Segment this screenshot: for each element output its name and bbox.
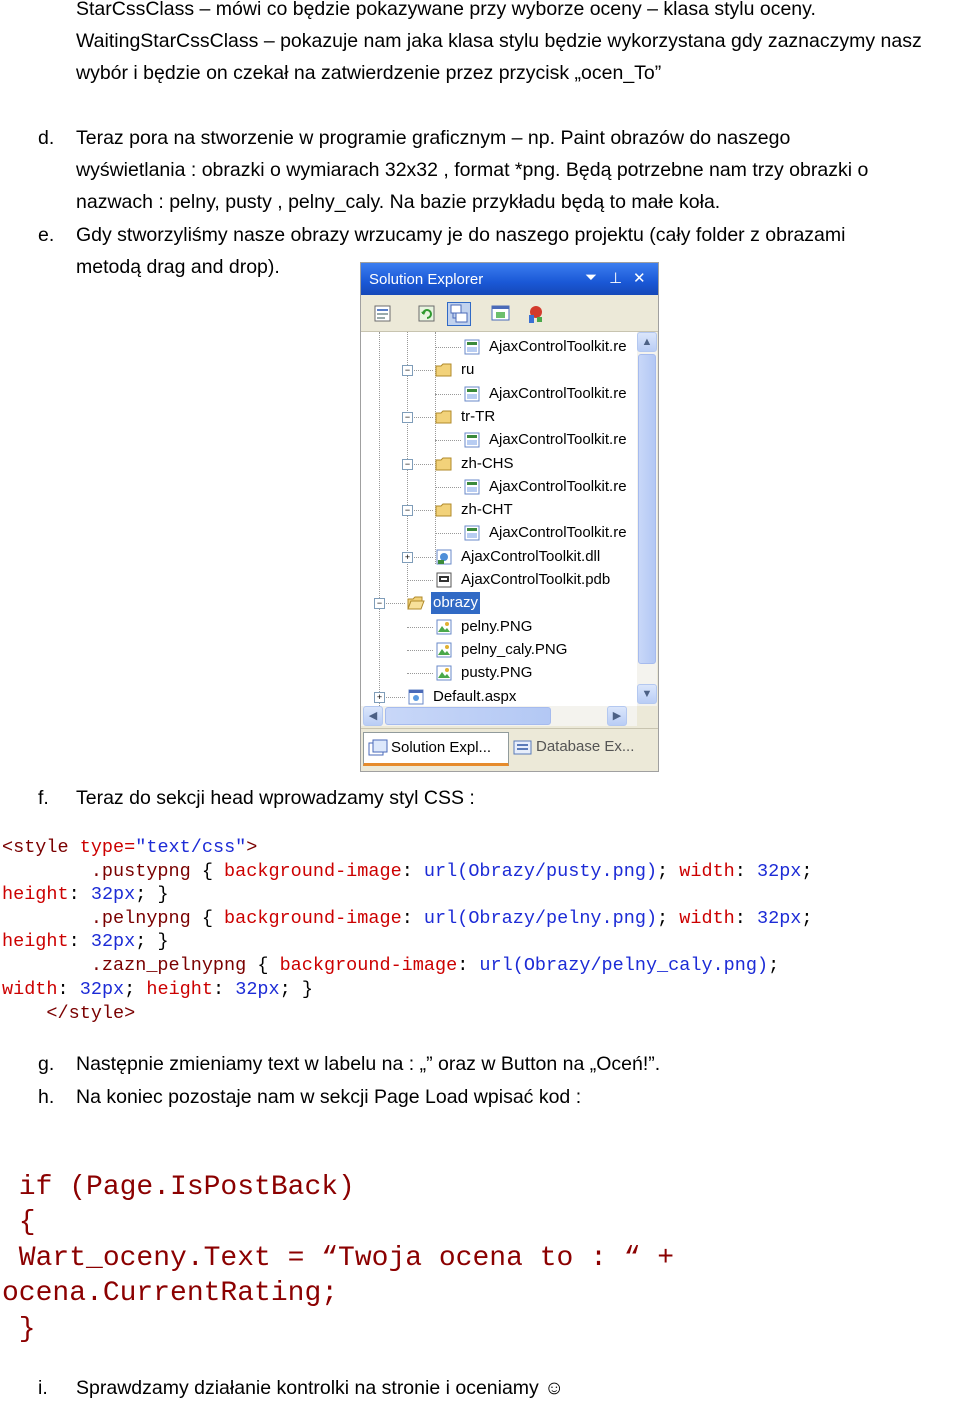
code-line	[2, 884, 169, 905]
code-token: "text/css"	[135, 837, 247, 858]
code-token: 32px	[90, 884, 136, 905]
scroll-right-icon[interactable]: ▶	[607, 706, 627, 726]
nest-related-icon[interactable]	[447, 302, 471, 326]
code-token: }	[301, 979, 313, 1000]
code-token: url(Obrazy/pelny.png)	[423, 908, 658, 929]
resource-icon	[463, 478, 481, 496]
solution-explorer-panel	[360, 262, 659, 772]
code-line: .pelnypng { background-image: url(Obrazy/pelny.png); width: 32px;	[2, 908, 813, 929]
code-token: height	[146, 979, 213, 1000]
code-token: ;	[135, 884, 158, 905]
code-token: width	[679, 861, 735, 882]
code-token: height	[2, 931, 69, 952]
code-token: ;	[657, 908, 680, 929]
tree-item-label: pelny.PNG	[461, 617, 533, 635]
tree-item-label: AjaxControlToolkit.dll	[461, 547, 601, 565]
code-token: }	[157, 884, 169, 905]
item-i-line1: Sprawdzamy działanie kontrolki na stronie i oceniamy ☺	[76, 1377, 565, 1399]
item-d-line1: Teraz pora na stworzenie w programie graficznym – np. Paint obrazów do naszego	[76, 127, 791, 149]
tree-item-label: zh-CHT	[461, 501, 513, 519]
tree-guide-line	[435, 347, 461, 348]
code-token: ;	[657, 861, 680, 882]
code-line: }	[2, 1314, 36, 1345]
collapse-icon[interactable]: −	[402, 505, 413, 516]
pin-icon[interactable]: ⊥	[609, 270, 623, 287]
tree-item-label: AjaxControlToolkit.re	[489, 384, 627, 402]
code-token: .zazn_pelnypng	[2, 955, 247, 976]
code-token: :	[401, 861, 424, 882]
code-token: width	[2, 979, 58, 1000]
image-icon	[435, 618, 453, 636]
code-line: </style>	[2, 1003, 136, 1024]
text-line-waitingstarcssclass: WaitingStarCssClass – pokazuje nam jaka klasa stylu będzie wykorzystana gdy zaznaczymy nasz	[76, 30, 922, 52]
solution-explorer-titlebar	[361, 263, 658, 295]
solution-explorer-toolbar	[361, 295, 658, 332]
code-token: :	[734, 861, 757, 882]
tree-guide-line	[407, 627, 433, 628]
list-marker-e: e.	[38, 224, 55, 246]
code-token: ;	[279, 979, 302, 1000]
scroll-down-icon[interactable]: ▼	[637, 684, 657, 704]
code-line: Wart_oceny.Text = “Twoja ocena to : “ +	[2, 1243, 675, 1274]
tree-guide-line	[379, 332, 380, 706]
code-token: 32px	[757, 861, 802, 882]
code-token: ;	[124, 979, 147, 1000]
tree-guide-line	[407, 650, 433, 651]
class-diagram-icon[interactable]	[523, 302, 547, 326]
collapse-icon[interactable]: −	[402, 365, 413, 376]
code-token: 32px	[757, 908, 802, 929]
scroll-thumb[interactable]	[638, 354, 656, 664]
code-token: }	[157, 931, 169, 952]
code-token: type=	[68, 837, 136, 858]
vertical-scrollbar[interactable]	[637, 332, 657, 706]
code-token: {	[190, 861, 225, 882]
close-icon[interactable]: ✕	[633, 270, 646, 287]
tree-item-label: pusty.PNG	[461, 664, 533, 682]
item-e-line2: metodą drag and drop).	[76, 256, 280, 278]
tree-item-label: AjaxControlToolkit.re	[489, 524, 627, 542]
tree-item-label: zh-CHS	[461, 454, 514, 472]
tree-item-label: AjaxControlToolkit.pdb	[461, 571, 611, 588]
dropdown-icon[interactable]: ⏷	[585, 269, 598, 286]
list-marker-h: h.	[38, 1086, 55, 1108]
solution-explorer-title: Solution Explorer	[369, 271, 484, 288]
item-d-line3: nazwach : pelny, pusty , pelny_caly. Na bazie przykładu będą to małe koła.	[76, 191, 721, 213]
resource-icon	[463, 524, 481, 542]
tree-guide-line	[435, 487, 461, 488]
code-token: 32px	[235, 979, 280, 1000]
folder-icon	[435, 501, 453, 519]
code-token: 32px	[90, 931, 136, 952]
tree-guide-line	[407, 673, 433, 674]
code-line	[2, 979, 313, 1000]
code-token: <style	[2, 837, 69, 858]
properties-icon[interactable]	[371, 302, 395, 326]
image-icon	[435, 664, 453, 682]
list-marker-g: g.	[38, 1053, 55, 1075]
expand-icon[interactable]: +	[374, 692, 385, 703]
item-e-line1: Gdy stworzyliśmy nasze obrazy wrzucamy je do naszego projektu (cały folder z obrazami	[76, 224, 846, 246]
code-line: ocena.CurrentRating;	[2, 1278, 339, 1309]
dll-icon	[435, 548, 453, 566]
tree-item-label: AjaxControlToolkit.re	[489, 431, 627, 449]
item-g-line1: Następnie zmieniamy text w labelu na : „” oraz w Button na „Oceń!”.	[76, 1053, 661, 1075]
code-token: {	[246, 955, 280, 976]
resource-icon	[463, 431, 481, 449]
code-token: :	[401, 908, 424, 929]
code-token: :	[68, 884, 91, 905]
code-token: ;	[135, 931, 158, 952]
aspx-icon	[407, 688, 425, 706]
code-token: :	[213, 979, 236, 1000]
tree-item-label: Default.aspx	[433, 687, 517, 705]
folder-icon	[435, 455, 453, 473]
code-line: .pustypng { background-image: url(Obrazy/pusty.png); width: 32px;	[2, 861, 813, 882]
code-token: .pelnypng	[2, 908, 191, 929]
scroll-up-icon[interactable]: ▲	[637, 332, 657, 352]
code-line	[2, 931, 169, 952]
tree-item-label: tr-TR	[461, 407, 496, 425]
code-line	[2, 837, 257, 858]
text-line-starcssclass: StarCssClass – mówi co będzie pokazywane przy wyborze oceny – klasa stylu oceny.	[76, 0, 816, 20]
code-token: url(Obrazy/pelny_caly.png)	[479, 955, 769, 976]
resource-icon	[463, 338, 481, 356]
item-d-line2: wyświetlania : obrazki o wymiarach 32x32 , format *png. Będą potrzebne nam trzy obrazki o	[76, 159, 869, 181]
folder-icon	[435, 361, 453, 379]
code-line: {	[2, 1207, 36, 1238]
list-marker-i: i.	[38, 1377, 48, 1399]
folder-icon	[435, 408, 453, 426]
collapse-icon[interactable]: −	[402, 459, 413, 470]
item-h-line1: Na koniec pozostaje nam w sekcji Page Load wpisać kod :	[76, 1086, 582, 1108]
view-designer-icon[interactable]	[489, 302, 513, 326]
code-token: url(Obrazy/pusty.png)	[423, 861, 658, 882]
code-token: >	[246, 837, 258, 858]
expand-icon[interactable]: +	[402, 552, 413, 563]
refresh-icon[interactable]	[415, 302, 439, 326]
code-line: if (Page.IsPostBack)	[2, 1172, 355, 1203]
solution-icon	[368, 739, 388, 757]
tree-guide-line	[435, 533, 461, 534]
tab-label: Solution Expl...	[391, 739, 492, 756]
tree-item-label: AjaxControlToolkit.re	[489, 338, 627, 355]
code-token: {	[190, 908, 225, 929]
collapse-icon[interactable]: −	[402, 412, 413, 423]
code-token: background-image	[224, 908, 402, 929]
code-token: :	[457, 955, 480, 976]
resource-icon	[463, 385, 481, 403]
tree-guide-line	[435, 394, 461, 395]
code-token: :	[57, 979, 80, 1000]
code-token: width	[679, 908, 735, 929]
panel-tab-strip	[361, 728, 658, 771]
solution-tree	[361, 332, 637, 706]
tab-label: Database Ex...	[536, 738, 635, 755]
code-token: :	[734, 908, 757, 929]
tree-item-label: pelny_caly.PNG	[461, 640, 568, 658]
tree-guide-line	[407, 580, 433, 581]
code-token: :	[68, 931, 91, 952]
tab-solution-explorer[interactable]	[363, 732, 509, 766]
image-icon	[435, 641, 453, 659]
list-marker-d: d.	[38, 127, 55, 149]
code-token: background-image	[279, 955, 458, 976]
database-icon	[513, 738, 533, 756]
list-marker-f: f.	[38, 787, 49, 809]
tab-database-explorer[interactable]	[511, 732, 655, 762]
code-token: height	[2, 884, 69, 905]
tree-item-label: obrazy	[431, 592, 480, 614]
code-token: background-image	[224, 861, 402, 882]
item-f-line1: Teraz do sekcji head wprowadzamy styl CSS :	[76, 787, 475, 809]
folder-open-icon	[407, 594, 425, 612]
collapse-icon[interactable]: −	[374, 598, 385, 609]
tree-item-label: ru	[461, 361, 475, 379]
code-line: .zazn_pelnypng { background-image: url(Obrazy/pelny_caly.png);	[2, 955, 780, 976]
tree-item-label: AjaxControlToolkit.re	[489, 477, 627, 495]
text-line-waiting-cont: wybór i będzie on czekał na zatwierdzenie przez przycisk „ocen_To”	[76, 62, 662, 84]
scroll-thumb[interactable]	[385, 707, 551, 725]
pdb-icon	[435, 571, 453, 589]
tree-guide-line	[435, 440, 461, 441]
code-token: .pustypng	[2, 861, 191, 882]
code-token: 32px	[79, 979, 125, 1000]
horizontal-scrollbar[interactable]	[361, 706, 637, 726]
scroll-left-icon[interactable]: ◀	[363, 706, 383, 726]
